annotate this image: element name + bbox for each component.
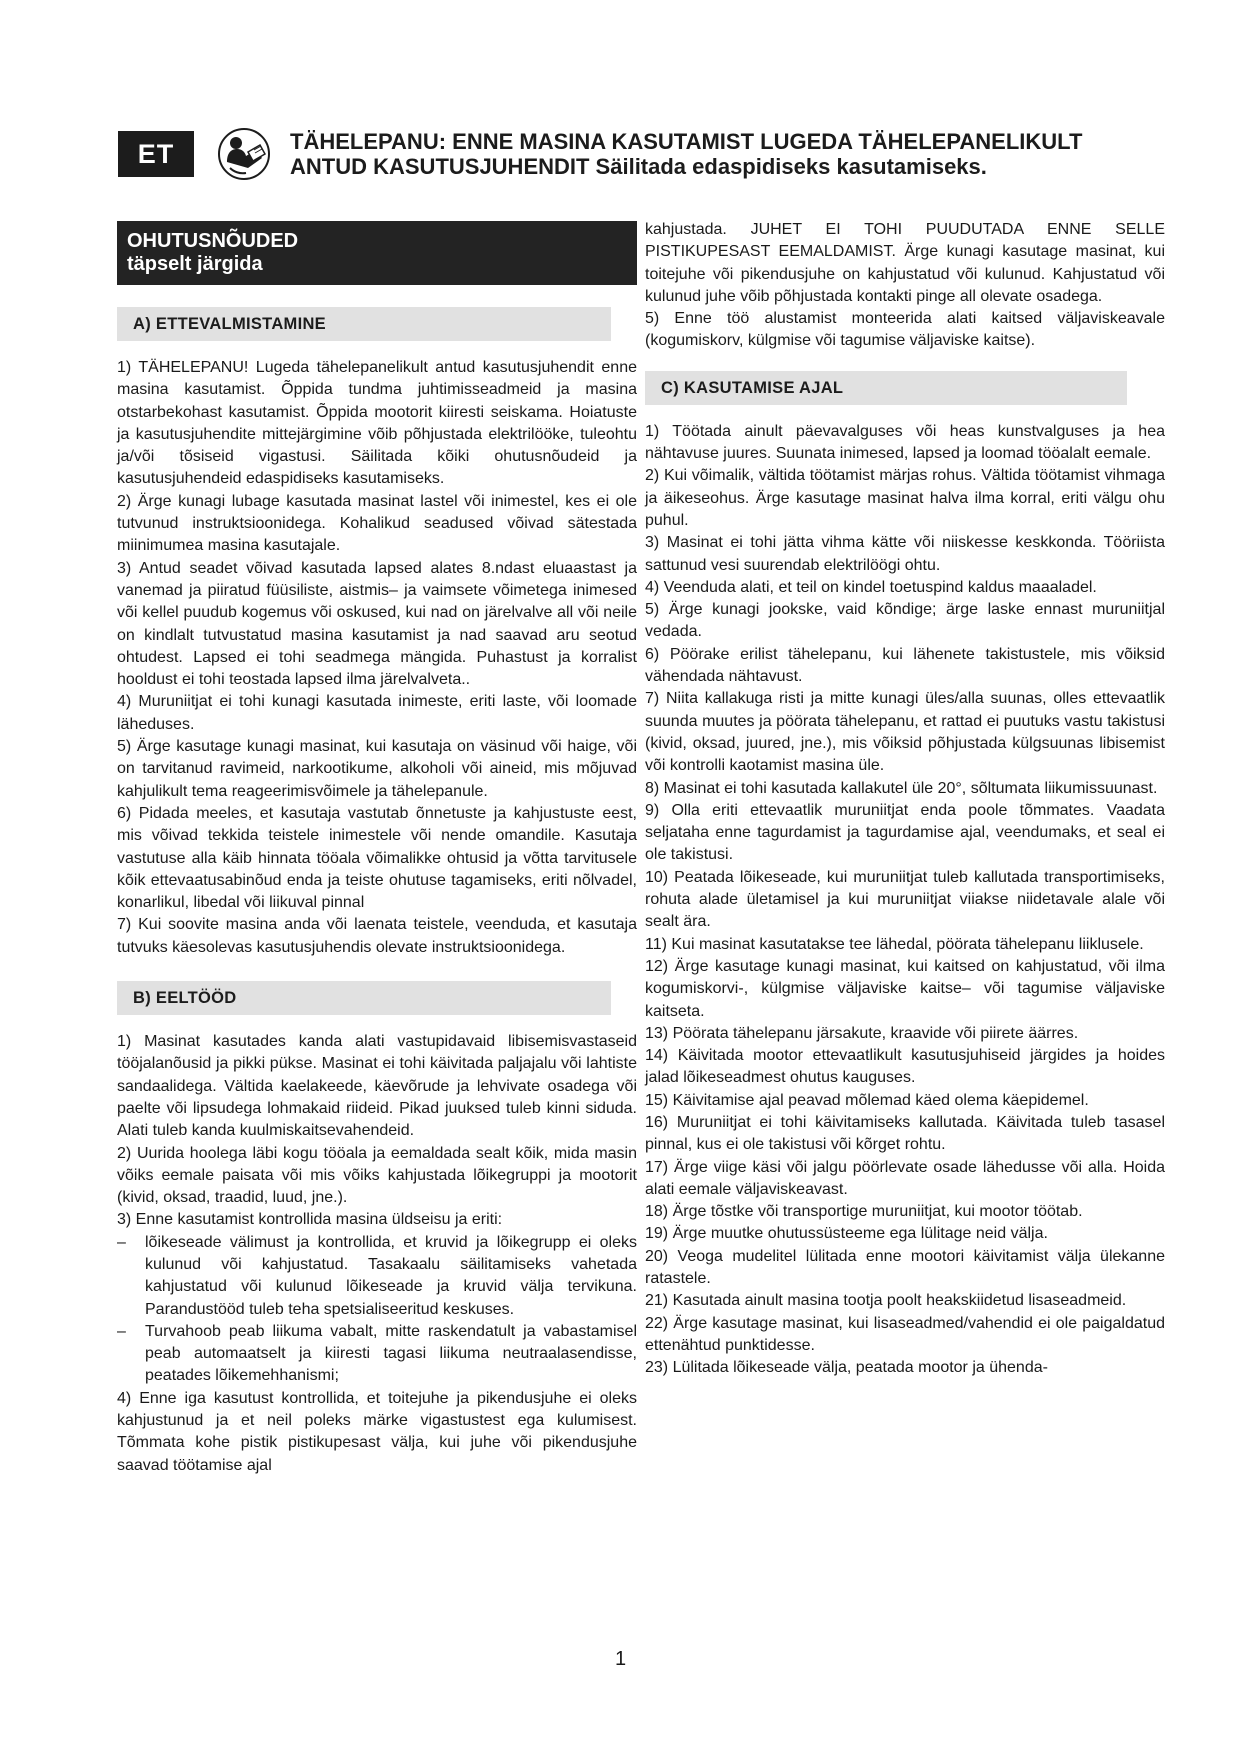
section-b-item-4-continued: kahjustada. JUHET EI TOHI PUUDUTADA ENNE SELLE PISTIKUPESAST EEMALDAMIST. Ärge kunagi kasutage masinat, kui toitejuhe või pikendusjuhe on kahjustatud või kulunud. Kahjustatud või kulunud juhe võib põhjustada kontakti pinge all olevate osadega. <box>645 221 1165 305</box>
section-c-item-10: 10) Peatada lõikeseade, kui muruniitjat tuleb kallutada transportimiseks, rohuta alade ületamisel ja kui muruniitjat viiakse niidetavale alale või sealt ära. <box>645 868 1165 931</box>
section-c-item-21: 21) Kasutada ainult masina tootja poolt heakskiidetud lisaseadmeid. <box>645 1292 1127 1310</box>
section-c-item-11: 11) Kui masinat kasutatakse tee lähedal, pöörata tähelepanu liiklusele. <box>645 935 1144 953</box>
section-c-item-14: 14) Käivitada mootor ettevaatlikult kasutusjuhiseid järgides ja hoides jalad lõikeseadmest ohutus kauguses. <box>645 1047 1165 1087</box>
page-header-title <box>290 129 1190 179</box>
right-column <box>645 219 1165 1380</box>
section-b-bullet-2 <box>117 1321 637 1388</box>
section-c-item-2: 2) Kui võimalik, vältida töötamist märjas rohus. Vältida töötamist vihmaga ja äikeseohus. Ärge kasutage masinat halva ilma korral, eriti välgu ohu puhul. <box>645 467 1165 529</box>
section-c-item-22: 22) Ärge kasutage masinat, kui lisaseadmed/vahendid ei ole paigaldatud ettenähtud punktidesse. <box>645 1314 1165 1354</box>
section-c-item-6: 6) Pöörake erilist tähelepanu, kui lähenete takistustele, mis võiksid vähendada nähtavust. <box>645 645 1165 686</box>
bullet-text: Turvahoob peab liikuma vabalt, mitte raskendatult ja vabastamisel peab automaatselt ja kiiresti tagasi liikuma neutraalasendisse, peatades lõikemehhanismi; <box>145 1322 637 1385</box>
section-a-item-2: 2) Ärge kunagi lubage kasutada masinat lastel või inimestel, kes ei ole tutvunud instruktsioonidega. Kohalikud seadused võivad sätestada miinimumea masina kasutajale. <box>117 492 637 555</box>
section-c-item-12: 12) Ärge kasutage kunagi masinat, kui kaitsed on kahjustatud, või ilma kogumiskorvi-, külgmise väljaviske kaitse– või tagumise väljaviske kaitseta. <box>645 957 1165 1020</box>
read-manual-icon <box>218 128 270 180</box>
section-b-item-1: 1) Masinat kasutades kanda alati vastupidavaid libisemisvastaseid tööjalanõusid ja pikki pükse. Masinat ei tohi käivitada paljajalu või lahtiste sandaalidega. Vältida kaelakeede, käevõrude ja lehvivate osadega või paelte või lipsudega lohmakaid riideid. Pikad juuksed tuleb kinni siduda. Alati tuleb kanda kuulmiskaitsevahendeid. <box>117 1033 637 1140</box>
bullet-text: lõikeseade välimust ja kontrollida, et kruvid ja lõikegrupp ei oleks kulunud või kahjustatud. Tasakaalu säilitamiseks vahetada kahjustatud või kulunud lõikeseade ja kruvid välja tervikuna. Parandustööd tuleb teha spetsialiseeritud keskuses. <box>145 1233 637 1318</box>
section-c-item-18: 18) Ärge tõstke või transportige muruniitjat, kui mootor töötab. <box>645 1203 1083 1221</box>
section-b-heading: B) EELTÖÖD <box>117 981 611 1015</box>
bullet-dash: – <box>117 1233 126 1251</box>
section-a-heading: A) ETTEVALMISTAMINE <box>117 307 611 341</box>
section-c-item-1: 1) Töötada ainult päevavalguses või heas kunstvalguses ja hea nähtavuse juures. Suunata inimesed, lapsed ja loomad tööalalt eemale. <box>645 422 1165 463</box>
section-c-item-13: 13) Pöörata tähelepanu järsakute, kraavide või piirete äärres. <box>645 1024 1079 1042</box>
section-c-heading: C) KASUTAMISE AJAL <box>645 371 1127 405</box>
section-c-item-17: 17) Ärge viige käsi või jalgu pöörlevate osade lähedusse või alla. Hoida alati eemale väljaviskeavast. <box>645 1158 1165 1198</box>
left-column <box>117 221 637 1477</box>
section-b-item-2: 2) Uurida hoolega läbi kogu tööala ja eemaldada sealt kõik, mida masin võiks eemale paisata või mis võiks kahjustada lõikegruppi ja mootorit (kivid, oksad, traadid, luud, jne.). <box>117 1144 637 1207</box>
safety-subtitle: täpselt järgida <box>127 253 263 275</box>
section-a-item-6: 6) Pidada meeles, et kasutaja vastutab õnnetuste ja kahjustuste eest, mis võivad tekkida teistele inimestele või nende omandile. Kasutaja vastutuse alla käib hinnata tööala võimalikke ohtusid ja võtta tarvitusele kõik ettevaatusabinõud enda ja teiste ohutuse tagamiseks, eriti nõlvadel, konarlikul, libedal või liikuval pinnal <box>117 804 637 912</box>
section-c-item-9: 9) Olla eriti ettevaatlik muruniitjat enda poole tõmmates. Vaadata seljataha enne tagurdamist ja tagurdamise ajal, veendumaks, et seal ei ole takistusi. <box>645 801 1165 864</box>
section-c-item-8: 8) Masinat ei tohi kasutada kallakutel üle 20°, sõltumata liikumissuunast. <box>645 779 1158 797</box>
section-b-item-4: 4) Enne iga kasutust kontrollida, et toitejuhe ja pikendusjuhe ei oleks kahjustunud ja et neil poleks märke vigastustest ega kulumisest. Tõmmata kohe pistik pistikupesast välja, kui juhe või pikendusjuhe saavad töötamise ajal <box>117 1389 637 1474</box>
safety-title: OHUTUSNÕUDED <box>127 230 299 252</box>
section-c-item-7: 7) Niita kallakuga risti ja mitte kunagi üles/alla suunas, olles ettevaatlik suunda muutes ja pöörata tähelepanu, et rattad ei puutuks vastu takistusi (kivid, oksad, juured, jne.), mis võiksid põhjustada külgsuunas libisemist või kontrolli kaotamist masina üle. <box>645 690 1165 775</box>
section-c-item-15: 15) Käivitamise ajal peavad mõlemad käed olema käepidemel. <box>645 1091 1089 1109</box>
section-a-item-3: 3) Antud seadet võivad kasutada lapsed alates 8.ndast eluaastast ja vanemad ja piiratud füüsiliste, aistmis– ja vaimsete võimetega inimesed või kellel puudub kogemus või oskused, kui nad on järelvalve all või neile on kindlalt tutvustatud masina kasutamist ja nad saavad aru seotud ohtudest. Lapsed ei tohi seadmega mängida. Puhastust ja korralist hooldust ei tohi teostada lapsed ilma järelvalveta.. <box>117 559 637 689</box>
section-c-item-20: 20) Veoga mudelitel lülitada enne mootori käivitamist välja ülekanne ratastele. <box>645 1247 1165 1288</box>
bullet-dash: – <box>117 1322 126 1340</box>
section-c-item-16: 16) Muruniitjat ei tohi käivitamiseks kallutada. Käivitada tuleb tasasel pinnal, kus ei ole takistusi või kõrget rohtu. <box>645 1113 1165 1154</box>
section-c-item-4: 4) Veenduda alati, et teil on kindel toetuspind kaldus maaaladel. <box>645 578 1097 596</box>
section-c-item-3: 3) Masinat ei tohi jätta vihma kätte või niiskesse keskkonda. Tööriista sattunud vesi suurendab elektrilöögi ohtu. <box>645 534 1165 574</box>
safety-rules-banner <box>117 221 637 285</box>
language-badge: ET <box>118 131 194 177</box>
section-b-bullet-1 <box>117 1232 637 1321</box>
section-a-item-7: 7) Kui soovite masina anda või laenata teistele, veenduda, et kasutaja tutvuks käesolevas kasutusjuhendis olevate instruktsioonidega. <box>117 916 637 956</box>
header-title-line-1: TÄHELEPANU: ENNE MASINA KASUTAMIST LUGEDA TÄHELEPANELIKULT <box>290 129 1083 154</box>
page-number: 1 <box>614 1648 627 1670</box>
section-b-item-3: 3) Enne kasutamist kontrollida masina üldseisu ja eriti: <box>117 1211 503 1229</box>
section-a-item-4: 4) Muruniitjat ei tohi kunagi kasutada inimeste, eriti laste, või loomade läheduses. <box>117 693 637 733</box>
section-c-item-5: 5) Ärge kunagi jookske, vaid kõndige; ärge laske ennast muruniitjal vedada. <box>645 601 1165 641</box>
section-c-item-23: 23) Lülitada lõikeseade välja, peatada mootor ja ühenda- <box>645 1359 1048 1377</box>
header-title-line-2: ANTUD KASUTUSJUHENDIT Säilitada edaspidiseks kasutamiseks. <box>290 154 987 179</box>
section-c-item-19: 19) Ärge muutke ohutussüsteeme ega lülitage neid välja. <box>645 1225 1048 1243</box>
section-a-item-1: 1) TÄHELEPANU! Lugeda tähelepanelikult antud kasutusjuhendit enne masina kasutamist. Õppida tundma juhtimisseadmeid ja masina otstarbekohast kasutamist. Õppida mootorit kiiresti seiskama. Hoiatuste ja kasutusjuhendite mittejärgimine võib põhjustada elektrilööke, tuleohtu ja/või tõsiseid vigastusi. Säilitada kõiki ohutusnõudeid ja kasutusjuhendeid edaspidiseks kasutamiseks. <box>117 359 637 488</box>
section-b-item-5: 5) Enne töö alustamist monteerida alati kaitsed väljaviskeavale (kogumiskorv, külgmise või tagumise väljaviske kaitse). <box>645 310 1165 350</box>
section-a-item-5: 5) Ärge kasutage kunagi masinat, kui kasutaja on väsinud või haige, või on tarvitanud ravimeid, narkootikume, alkoholi või aineid, mis mõjuvad kahjulikult tema reageerimisvõimele ja tähelepanule. <box>117 738 637 800</box>
